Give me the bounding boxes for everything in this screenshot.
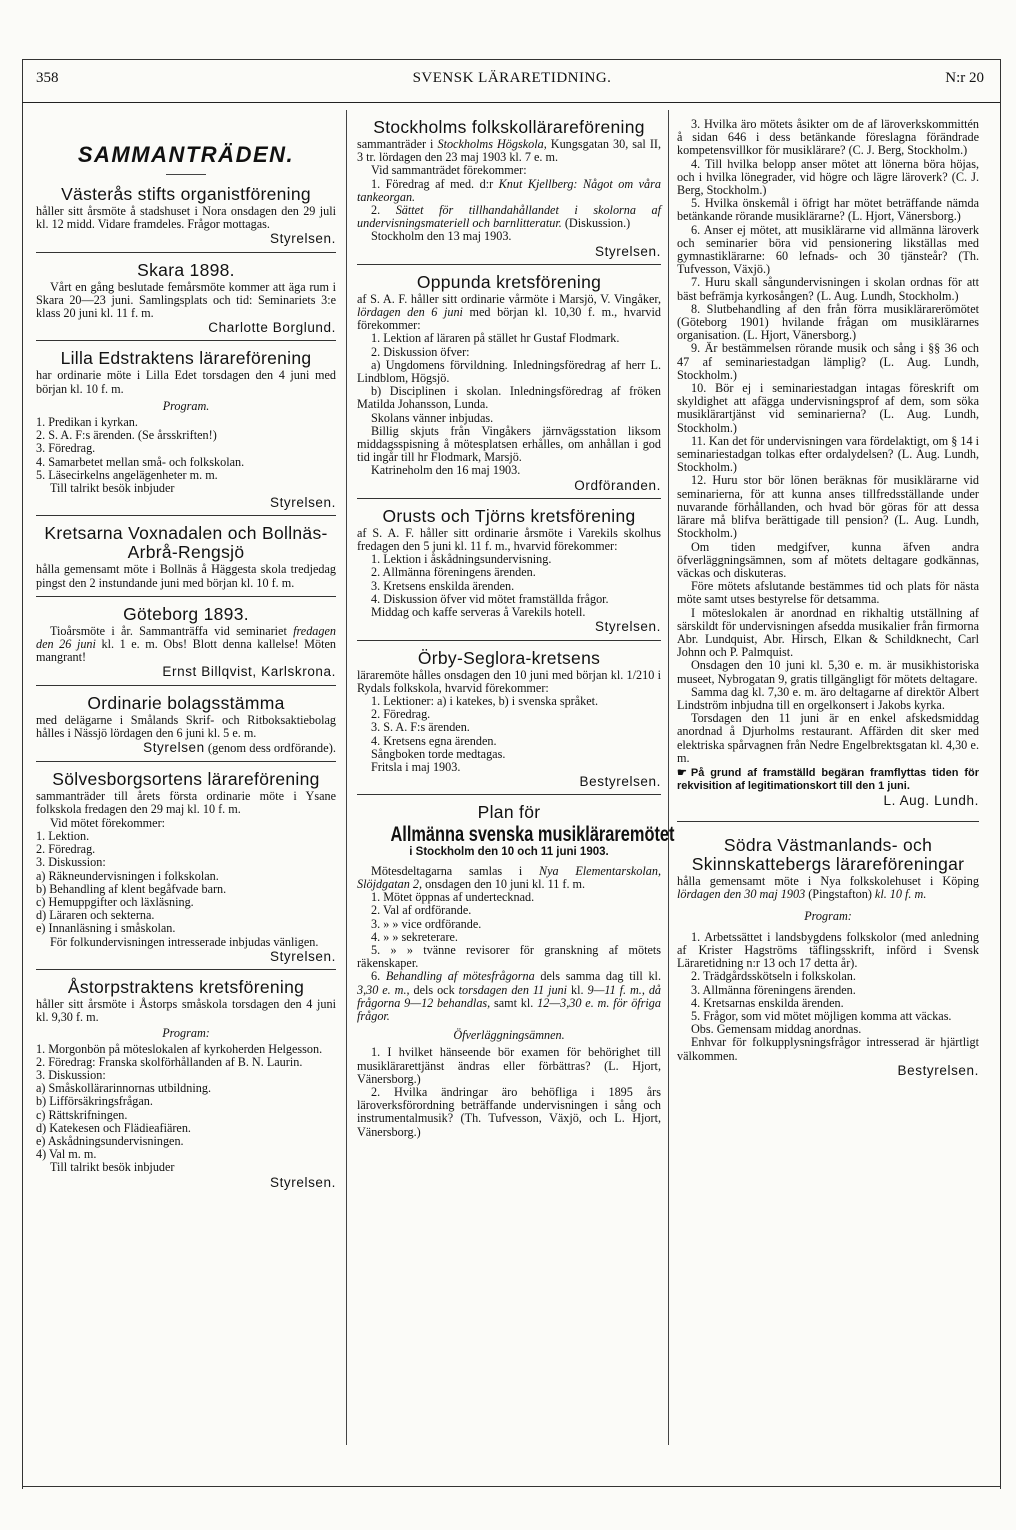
notice-heading: Sölvesborgsortens lärareförening: [52, 769, 320, 790]
text-run: dels ock: [409, 982, 459, 997]
closing-text: Enhvar för folkupplysningsfrågor intresserad är hjärtligt välkommen.: [677, 1035, 979, 1063]
text-run: onsdagen den 10 juni kl. 11 f. m.: [422, 876, 586, 891]
date-line: Katrineholm den 16 maj 1903.: [371, 463, 521, 478]
list-item: b) Behandling af klent begåfvade barn.: [36, 881, 227, 896]
closing-text: För folkundervisningen intresserade inbjudas vänligen.: [50, 934, 319, 949]
question: 9. Är bestämmelsen rörande musik och sång i §§ 36 och 47 af seminariestadgan lämplig? (L. Aug. Lundh, Stockholm.): [677, 341, 979, 382]
column-1: [36, 118, 336, 1191]
intro-text: Vid sammanträdet förekommer:: [371, 163, 527, 178]
signature: Bestyrelsen.: [897, 1062, 979, 1078]
list-item: 1. Morgonbön på möteslokalen af kyrkoherden Helgesson.: [36, 1041, 323, 1056]
list-item: 3. S. A. F:s ärenden.: [371, 720, 470, 735]
divider: [36, 761, 336, 762]
notice-heading: Åstorpstraktens kretsförening: [67, 976, 305, 997]
list-item: a) Räkneundervisningen i folkskolan.: [36, 868, 219, 883]
questions-continued: [677, 118, 979, 541]
list-item: 2. Föredrag.: [36, 842, 96, 857]
notice-kretsarna: [36, 524, 336, 589]
program-label: Program:: [162, 1026, 210, 1041]
notice-body: [36, 625, 336, 665]
list-item: 4. Kretsarnas enskilda ärenden.: [691, 995, 844, 1010]
text-run-italic: Stockholms Högskola: [437, 137, 544, 151]
list-item: b) Disciplinen i skolan. Inledningsföredrag af fröken Matilda Johansson, Lunda.: [357, 384, 661, 412]
notice-body: hålla gemensamt möte i Bollnäs å Häggesta skola tredjedag pingst den 2 instundande juni med början kl. 10 f. m.: [36, 562, 336, 590]
signature: Bestyrelsen.: [579, 774, 661, 790]
list-item: 2. Val af ordförande.: [371, 903, 472, 918]
notice-body: håller sitt årsmöte i Åstorps småskola torsdagen den 4 juni kl. 9,30 f. m.: [36, 996, 336, 1025]
notice-text: Sångboken torde medtagas.: [371, 746, 506, 761]
notice-stockholm: [357, 118, 661, 258]
text-run: 6.: [371, 969, 386, 984]
list-item: 5. » » tvänne revisorer för granskning af mötets räkenskaper.: [357, 942, 661, 971]
text-run: Tioårsmöte i år. Sammanträffa vid seminariet: [50, 623, 294, 638]
notice-orust: [357, 507, 661, 634]
list-item: a) Ungdomens förvildning. Inledningsföredrag af herr L. Lindblom, Högsjö.: [357, 357, 661, 386]
notice-body: [357, 865, 661, 891]
text-run-italic: Nya Elementarskolan, Slöjdgatan 2,: [357, 863, 661, 891]
text-run-italic: 3,30 e. m.,: [357, 982, 410, 997]
notice-body: af S. A. F. håller sitt ordinarie årsmöte i Varekils skolhus fredagen den 5 juni kl. 11 f. m., hvarvid förekommer:: [357, 525, 661, 554]
question: 3. Hvilka äro mötets åsikter om de af läroverkskommittén å sidan 646 i dess betänkande föreslagna förändrade kompetensvillkor för musiklärare? (C. J. Berg, Stockholm.): [677, 117, 979, 158]
notice-heading: Ordinarie bolagsstämma: [87, 692, 285, 713]
notice-text: Obs. Gemensam middag anordnas.: [691, 1022, 862, 1037]
paragraph: I möteslokalen är anordnad en rikhaltig utställning af särskildt för undervisningen afsedda musikalier från firmorna Abr. Lundquist, Abr. Hirsch, Elkan & Schildknecht, Carl Johnn och P. Palmquist.: [677, 605, 979, 660]
text-run: (Diskussion.): [561, 216, 631, 231]
list-item: 1. Lektion af läraren på stället hr Gustaf Flodmark.: [371, 331, 620, 346]
signature: Styrelsen.: [594, 243, 661, 259]
notice-skara: [36, 261, 336, 335]
column-2: [357, 117, 675, 1139]
signature: Charlotte Borglund.: [208, 320, 336, 336]
signature: L. Aug. Lundh.: [883, 792, 979, 808]
signature: Styrelsen.: [269, 948, 336, 964]
divider: [36, 969, 336, 970]
notice-body: läraremöte hålles onsdagen den 10 juni med början kl. 1/210 i Rydals folkskola, hvarvid förekommer:: [357, 667, 661, 695]
section-title: SAMMANTRÄDEN.: [77, 142, 295, 167]
notice-heading: Södra Västmanlands- och Skinnskattebergs lärareföreningar: [691, 835, 965, 875]
paragraph: Samma dag kl. 7,30 e. m. äro deltagarne af direktör Albert Lindström inbjudna till en orgelkonsert i Jakobs kyrka.: [677, 684, 979, 712]
journal-title: SVENSK LÄRARETIDNING.: [412, 70, 612, 86]
question: 5. Hvilka önskemål i öfrigt har mötet beträffande nämda betänkande rörande musiklärarne? (L. Hjort, Vänersborg.): [677, 196, 979, 224]
question: 11. Kan det för undervisningen vara fördelaktigt, om § 14 i seminariestadgan tolkas efter ordalydelsen? (L. Aug. Lundh, Stockholm.): [677, 433, 979, 475]
signature-note: (genom dess ordförande).: [204, 741, 336, 756]
list-item: 1. Lektioner: a) i katekes, b) i svenska språket.: [371, 693, 599, 708]
question: 6. Anser ej mötet, att musiklärarne vid allmänna läroverk och seminarier böra vid pensionering likställas med gymnastiklärarne: 60 lefnads- och 30 tjänsteår? (Th. Tufvesson, Växjö.): [677, 222, 979, 277]
list-item: 2. Diskussion öfver:: [371, 344, 470, 359]
question: 1. I hvilket hänseende bör examen för behörighet till musiklärarettjänst ändras eller förbättras? (L. Hjort, Vänersborg.): [357, 1045, 661, 1086]
text-run-italic: torsdagen den 11 juni: [458, 982, 568, 997]
notice-plan: [357, 802, 675, 1139]
program-list: [36, 1043, 336, 1162]
signature: Styrelsen.: [269, 231, 336, 247]
text-run-italic: Sättet för tillhandahållandet i skolorna af undervisningsmateriell och barnlitteratur.: [357, 203, 661, 231]
divider: [357, 794, 661, 795]
notice-heading: Kretsarna Voxnadalen och Bollnäs-Arbrå-Rengsjö: [44, 523, 328, 563]
signature: Ernst Billqvist, Karlskrona.: [162, 664, 336, 680]
text-run: 1. Föredrag af med. d:r: [371, 176, 499, 191]
signature: Styrelsen.: [269, 495, 336, 511]
text-run: 2.: [371, 203, 396, 218]
list-item: 3. Föredrag.: [36, 441, 96, 456]
list-item: 4) Val m. m.: [36, 1147, 97, 1162]
list-item: [357, 970, 661, 1023]
divider: [36, 340, 336, 341]
text-run: hålla gemensamt möte i Nya folkskolehuset i Köping: [677, 874, 979, 889]
notice-text: Skolans vänner inbjudas.: [371, 410, 494, 425]
divider: [357, 640, 661, 641]
text-run: med början kl. 10,30 f. m., hvarvid förekommer:: [357, 305, 661, 333]
text-run: , Kungsgatan 30, sal II, 3 tr. lördagen den 23 maj 1903 kl. 7 e. m.: [357, 137, 662, 165]
list-item: 3. Kretsens enskilda ärenden.: [371, 578, 515, 593]
list-item: 1. Arbetssättet i landsbygdens folkskolor (med anledning af Krister Hagströms täflingsskrift, införd i Svensk Läraretidning n:r 13 och 17 detta år).: [677, 929, 979, 971]
list-item: 1. Mötet öppnas af undertecknad.: [371, 890, 535, 905]
question: 7. Huru skall sångundervisningen i skolan ordnas för att bäst befrämja kyrkosången? (L. Aug. Lundh, Stockholm.): [677, 275, 979, 303]
divider: [36, 685, 336, 686]
notice-text: Billig skjuts från Vingåkers järnvägsstation liksom middagsspisning å mötesplatsen erhålles, om anhållan i god tid ingår till hr Flodmark, Marsjö.: [357, 423, 661, 465]
notice-body: [357, 138, 661, 164]
list-item: 1. Lektion.: [36, 828, 90, 843]
date-line: Fritsla i maj 1903.: [371, 759, 461, 774]
text-run: dels samma dag till kl.: [534, 969, 661, 984]
column-3: [677, 118, 979, 1079]
list-item: 3. Allmänna föreningens ärenden.: [691, 982, 856, 997]
notice-body: sammanträder till årets första ordinarie möte i Ysane folkskola fredagen den 29 maj kl. 10 f. m.: [36, 789, 336, 817]
text-run: af S. A. F. håller sitt ordinarie vårmöte i Marsjö, V. Vingåker,: [357, 291, 661, 306]
notice-oppunda: [357, 273, 661, 492]
question: 8. Slutbehandling af den från förra musiklärarerömötet (Göteborg 1901) hvilande frågan om musiklärarnes organisation. (L. Hjort, Vänersborg.): [677, 301, 979, 343]
list-item: 2. Trädgårdsskötseln i folkskolan.: [691, 969, 856, 984]
question: 2. Hvilka ändringar äro behöfliga i 1895 års läroverksförordning beträffande undervisningen i sång och instrumentalmusik? (Th. Tufvesson, Växjö, och L. Hjort, Vänersborg.): [357, 1084, 661, 1139]
header-rule: [22, 102, 1000, 103]
text-run: Mötesdeltagarna samlas i: [371, 863, 539, 878]
paragraph: Onsdagen den 10 juni kl. 5,30 e. m. är musikhistoriska museet, Nybrogatan 9, gratis tillgängligt för mötets deltagare.: [677, 658, 979, 686]
divider: [357, 264, 661, 265]
text-run-italic: Knut Kjellberg: Något om våra tankeorgan.: [357, 176, 661, 204]
list-item: 1. Predikan i kyrkan.: [36, 415, 138, 430]
list-item: 4. » » sekreterare.: [371, 929, 458, 944]
signature: [36, 741, 336, 755]
notice-heading: Plan för: [477, 802, 541, 823]
notice-heading: Stockholms folkskollärareförening: [373, 117, 645, 137]
signature: Styrelsen.: [269, 1174, 336, 1190]
running-header: [22, 72, 1002, 94]
list-item: 4. Kretsens egna ärenden.: [371, 733, 497, 748]
intro-text: Vid mötet förekommer:: [50, 815, 166, 830]
list-item: b) Lifförsäkringsfrågan.: [36, 1094, 153, 1109]
list-item: e) Innanläsning i småskolan.: [36, 921, 176, 936]
list-item: d) Läraren och sekterna.: [36, 908, 155, 923]
list-item: d) Katekesen och Flädieafiären.: [36, 1120, 191, 1135]
notice-heading: Lilla Edstraktens lärareförening: [60, 348, 312, 369]
issue-number: N:r 20: [945, 70, 984, 86]
list-item: 3. Diskussion:: [36, 855, 106, 870]
notice-heading: Oppunda kretsförening: [416, 271, 602, 292]
page-number: 358: [36, 70, 59, 86]
notice-heading: Västerås stifts organistförening: [61, 184, 311, 204]
program-list: [36, 416, 336, 482]
right-border: [1000, 59, 1001, 1489]
divider: [36, 252, 336, 253]
list-item: 5. Läsecirkelns angelägenheter m. m.: [36, 467, 218, 482]
notice-body: [357, 293, 661, 333]
list-item: a) Småskollärarinnornas utbildning.: [36, 1081, 211, 1096]
notice-body: har ordinarie möte i Lilla Edet torsdagen den 4 juni med början kl. 10 f. m.: [36, 368, 336, 396]
list-item: e) Askådningsundervisningen.: [36, 1133, 184, 1148]
list-item: 3. » » vice ordförande.: [371, 916, 482, 931]
text-run: (Pingstafton): [805, 887, 875, 902]
list-item: 5. Frågor, som vid mötet möjligen komma att väckas.: [691, 1008, 952, 1023]
notice-body: Vårt en gång beslutade femårsmöte kommer att äga rum i Skara 20—23 juni. Samlingsplats och tid: Seminariets 3:e klass 20 juni kl. 11 f. m.: [36, 279, 336, 321]
notice-heading: Göteborg 1893.: [123, 603, 249, 624]
text-run: samt kl.: [490, 995, 538, 1010]
subheading: Öfverläggningsämnen.: [453, 1028, 565, 1043]
date-line: Stockholm den 13 maj 1903.: [371, 229, 512, 244]
signature: Styrelsen.: [594, 619, 661, 635]
text-run-italic: 9—11 f. m., då frågorna 9—12 behandlas,: [357, 982, 662, 1010]
text-run-italic: lördagen den 6 juni: [357, 305, 463, 320]
divider: [36, 596, 336, 597]
meeting-title: Allmänna svenska musikläraremötet: [390, 823, 675, 847]
notice-body: håller sitt årsmöte å stadshuset i Nora onsdagen den 29 juli kl. 12 midd. Vidare framdeles. Frågor mottagas.: [36, 204, 336, 232]
column-divider: [346, 110, 347, 1445]
text-run: sammanträder i: [357, 137, 438, 151]
divider: [36, 515, 336, 516]
divider: [166, 174, 206, 175]
question: 12. Huru stor bör lönen beräknas för musiklärarne vid seminarierna, för att kunna anses tillfredsställande under nuvarande förhållanden, och hvad bör göras för att dessa lärare må blifva berättigade till pension? (L. Aug. Lundh, Stockholm.): [677, 473, 979, 541]
list-item: [357, 178, 661, 204]
divider: [677, 821, 979, 822]
list-item: 4. Diskussion öfver vid mötet framställda frågor.: [371, 591, 609, 606]
list-item: [357, 204, 661, 230]
closing-text: Till talrikt besök inbjuder: [50, 481, 175, 496]
text-run-italic: Behandling af mötesfrågorna: [385, 969, 535, 984]
notice-bolagsstamma: [36, 694, 336, 756]
list-item: 2. Föredrag: Franska skolförhållanden af B. N. Laurin.: [36, 1054, 303, 1069]
paragraph: Före mötets afslutande bestämmes tid och plats för nästa möte samt utses bestyrelse för detsamma.: [677, 579, 979, 607]
notice-lilla-edet: [36, 349, 336, 509]
text-run-italic: 12—3,30 e. m. för öfriga frågor.: [357, 995, 661, 1023]
list-item: 2. S. A. F:s ärenden. (Se årsskriften!): [36, 428, 217, 443]
notice-heading: Orusts och Tjörns kretsförening: [382, 505, 636, 526]
notice-body: med delägarne i Smålands Skrif- och Ritboksaktiebolag hålles i Nässjö lördagen den 6 juni kl. 5 e. m.: [36, 712, 336, 740]
text-run-italic: fredagen den 26 juni: [36, 623, 336, 652]
meeting-subtitle: i Stockholm den 10 och 11 juni 1903.: [409, 845, 609, 858]
notice-solvesborg: [36, 770, 336, 963]
paragraph: Torsdagen den 11 juni är en enkel afskedsmiddag anordnad å Djurholms restaurant. Affärden dit sker med elektriska spårvagnen från Nedre Engelbrektsgatan kl. 4,30 e. m.: [677, 711, 979, 765]
notice-orby: [357, 649, 661, 789]
notice-vasteras: [36, 185, 336, 246]
bottom-border: [22, 1486, 1000, 1487]
notice-body: [677, 875, 979, 901]
top-border: [22, 59, 1000, 60]
notice-goteborg: [36, 605, 336, 679]
text-run-italic: lördagen den 30 maj 1903: [677, 887, 806, 902]
list-item: 2. Föredrag.: [371, 707, 431, 722]
list-item: 1. Lektion i åskådningsundervisning.: [371, 552, 552, 567]
notice-text: På grund af framställd begäran framflyttas tiden för rekvisition af legitimationskort till den 1 juni.: [677, 766, 979, 792]
notice-heading: Örby-Seglora-kretsens: [417, 647, 601, 668]
notice-heading: Skara 1898.: [137, 259, 235, 280]
paragraph: Om tiden medgifver, kunna äfven andra öfverläggningsämnen, som af mötets deltagare godkännas, väckas och diskuteras.: [677, 539, 979, 580]
text-run: kl.: [567, 982, 588, 997]
question: 4. Till hvilka belopp anser mötet att lönerna böra höjas, och i hvilka lönegrader, vid högre och lägre läroverk? (C. J. Berg, Stockholm.): [677, 156, 979, 198]
meeting-paragraphs: [677, 541, 979, 765]
closing-text: Till talrikt besök inbjuder: [50, 1160, 175, 1175]
list-item: 3. Diskussion:: [36, 1067, 106, 1082]
signature: Ordföranden.: [574, 477, 661, 493]
list-item: c) Rättskrifningen.: [36, 1107, 128, 1122]
agenda-list: [36, 830, 336, 936]
text-run-italic: kl. 10 f. m.: [874, 887, 927, 902]
pointing-hand-icon: ☛: [677, 766, 687, 779]
signature-name: Styrelsen: [143, 740, 205, 756]
notice-sodra-vastmanland: [677, 836, 979, 1077]
list-item: 4. Samarbetet mellan små- och folkskolan.: [36, 454, 245, 469]
list-item: c) Hemuppgifter och läxläsning.: [36, 894, 194, 909]
bold-notice: [677, 767, 979, 793]
notice-astorp: [36, 978, 336, 1189]
question: 10. Bör ej i seminariestadgan intagas föreskrift om skyldighet att afägga undervisningsprof af dem, som söka musiklärartjänst vid seminarierna? (L. Aug. Lundh, Stockholm.): [677, 381, 979, 435]
column-divider: [668, 110, 669, 1445]
program-label: Program.: [162, 398, 210, 413]
list-item: 2. Allmänna föreningens ärenden.: [371, 565, 536, 580]
program-label: Program:: [804, 908, 852, 923]
notice-text: Middag och kaffe serveras å Varekils hotell.: [371, 605, 586, 620]
left-border: [22, 59, 23, 1489]
text-run: kl. 1 e. m. Obs! Blott denna kallelse! Möten mangrant!: [36, 637, 336, 665]
divider: [357, 498, 661, 499]
